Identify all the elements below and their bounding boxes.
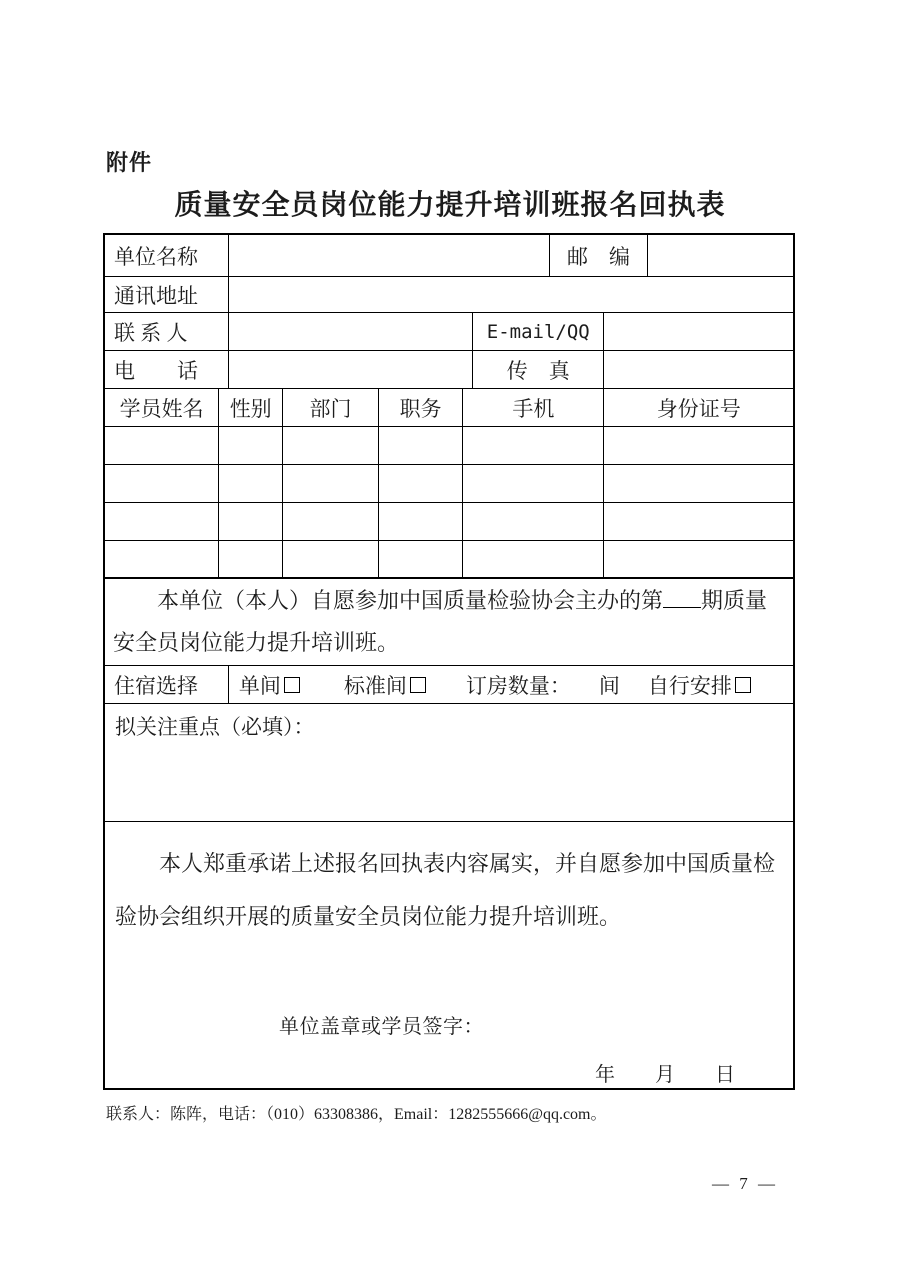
standard-room-label: 标准间 — [343, 673, 407, 698]
accommodation-label: 住宿选择 — [105, 666, 229, 703]
address-label: 通讯地址 — [105, 277, 229, 312]
department-cell[interactable] — [283, 541, 379, 577]
student-row — [105, 503, 793, 541]
unit-name-input-cell[interactable] — [229, 235, 550, 276]
id-number-cell[interactable] — [604, 503, 793, 540]
unit-name-row — [105, 235, 793, 277]
position-cell[interactable] — [379, 503, 464, 540]
booking-quantity-label: 订房数量： — [465, 673, 571, 698]
commitment-row — [105, 822, 793, 1088]
gender-cell[interactable] — [219, 541, 283, 577]
commitment-cell — [105, 822, 793, 1088]
mobile-cell[interactable] — [463, 427, 604, 464]
student-name-cell[interactable] — [105, 503, 219, 540]
participation-text-before: 本单位（本人）自愿参加中国质量检验协会主办的第 — [157, 588, 664, 613]
signature-label: 单位盖章或学员签字： — [279, 1016, 484, 1038]
fax-input-cell[interactable] — [604, 351, 793, 388]
footer-contact: 联系人：陈阵，电话：（010）63308386，Email：1282555666@qq.com。 — [106, 1106, 607, 1123]
position-header: 职务 — [379, 389, 464, 426]
self-arrange-label: 自行安排 — [647, 673, 732, 698]
department-header: 部门 — [283, 389, 379, 426]
gender-header: 性别 — [219, 389, 283, 426]
mobile-cell[interactable] — [463, 503, 604, 540]
standard-room-checkbox[interactable] — [410, 677, 426, 693]
quantity-unit-label: 间 — [598, 673, 620, 698]
student-row — [105, 465, 793, 503]
participation-text-after: 期质量安全员岗位能力提升培训班。 — [113, 588, 768, 655]
single-room-checkbox[interactable] — [284, 677, 300, 693]
focus-points-input-area[interactable] — [105, 704, 793, 821]
gender-cell[interactable] — [219, 427, 283, 464]
students-header-row — [105, 389, 793, 427]
student-name-cell[interactable] — [105, 465, 219, 502]
date-line: 年 月 日 — [595, 1064, 735, 1086]
phone-label: 电 话 — [105, 351, 229, 388]
id-number-cell[interactable] — [604, 465, 793, 502]
registration-form-table — [103, 233, 795, 1090]
focus-points-label: 拟关注重点（必填）： — [115, 715, 315, 739]
student-row — [105, 541, 793, 579]
self-arrange-checkbox[interactable] — [735, 677, 751, 693]
participation-statement — [105, 579, 793, 665]
position-cell[interactable] — [379, 427, 464, 464]
single-room-label: 单间 — [238, 673, 281, 698]
phone-input-cell[interactable] — [229, 351, 473, 388]
session-number-blank[interactable] — [663, 586, 701, 608]
attachment-label: 附件 — [106, 150, 153, 175]
mobile-cell[interactable] — [463, 541, 604, 577]
id-number-cell[interactable] — [604, 541, 793, 577]
focus-points-row — [105, 704, 793, 822]
department-cell[interactable] — [283, 427, 379, 464]
phone-fax-row — [105, 351, 793, 389]
mobile-header: 手机 — [463, 389, 604, 426]
position-cell[interactable] — [379, 541, 464, 577]
page-number: — 7 — — [712, 1174, 778, 1193]
student-row — [105, 427, 793, 465]
department-cell[interactable] — [283, 465, 379, 502]
accommodation-row — [105, 666, 793, 704]
postal-code-input-cell[interactable] — [648, 235, 793, 276]
gender-cell[interactable] — [219, 465, 283, 502]
address-row — [105, 277, 793, 313]
mobile-cell[interactable] — [463, 465, 604, 502]
commitment-statement: 本人郑重承诺上述报名回执表内容属实，并自愿参加中国质量检验协会组织开展的质量安全员岗位能力提升培训班。 — [115, 851, 776, 929]
email-qq-input-cell[interactable] — [604, 313, 793, 350]
address-input-cell[interactable] — [229, 277, 793, 312]
contact-person-input-cell[interactable] — [229, 313, 473, 350]
accommodation-options — [229, 666, 793, 703]
unit-name-label: 单位名称 — [105, 235, 229, 276]
participation-statement-row — [105, 579, 793, 666]
position-cell[interactable] — [379, 465, 464, 502]
form-title: 质量安全员岗位能力提升培训班报名回执表 — [174, 189, 726, 220]
student-name-cell[interactable] — [105, 541, 219, 577]
email-qq-label: E-mail/QQ — [473, 313, 604, 350]
id-number-header: 身份证号 — [656, 396, 741, 421]
student-name-cell[interactable] — [105, 427, 219, 464]
department-cell[interactable] — [283, 503, 379, 540]
postal-code-label: 邮 编 — [550, 235, 648, 276]
fax-label: 传 真 — [473, 351, 604, 388]
contact-person-label: 联 系 人 — [105, 313, 229, 350]
id-number-cell[interactable] — [604, 427, 793, 464]
contact-person-row — [105, 313, 793, 351]
student-name-header: 学员姓名 — [105, 389, 219, 426]
gender-cell[interactable] — [219, 503, 283, 540]
